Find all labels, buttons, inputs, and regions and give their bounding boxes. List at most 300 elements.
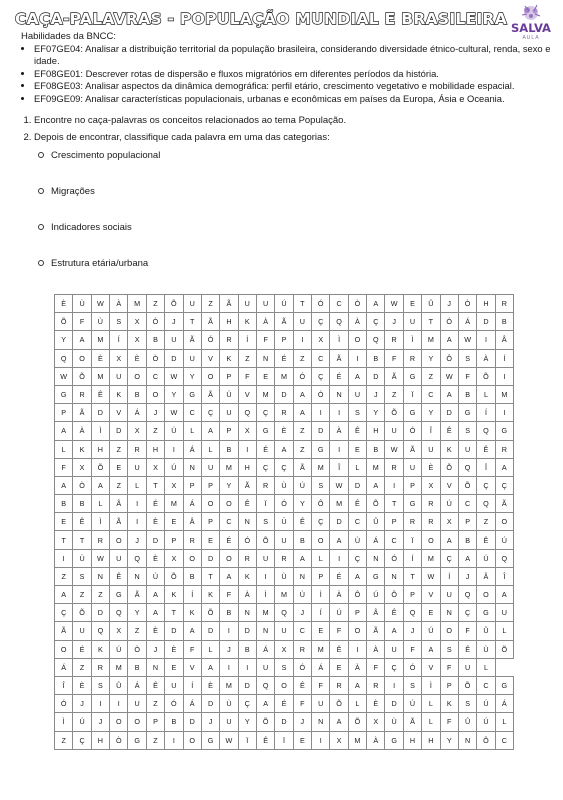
grid-cell: Ê <box>440 422 458 440</box>
grid-cell: Ó <box>312 385 330 403</box>
grid-cell: J <box>201 713 219 731</box>
grid-cell: I <box>348 640 366 658</box>
grid-cell: Õ <box>201 604 219 622</box>
grid-cell: X <box>128 331 146 349</box>
grid-cell: Ù <box>385 713 403 731</box>
grid-cell: G <box>256 422 274 440</box>
grid-row <box>55 495 514 513</box>
grid-cell: O <box>440 622 458 640</box>
grid-cell: É <box>256 440 274 458</box>
grid-cell: I <box>91 695 109 713</box>
grid-cell: Ú <box>220 385 238 403</box>
grid-cell: Ó <box>165 695 183 713</box>
grid-cell: Z <box>146 695 164 713</box>
grid-cell: Ç <box>73 731 91 750</box>
grid-cell: B <box>458 385 476 403</box>
grid-cell: R <box>128 440 146 458</box>
grid-cell: A <box>146 604 164 622</box>
grid-cell: È <box>201 676 219 694</box>
grid-cell: Ò <box>110 731 128 750</box>
grid-cell: F <box>238 367 256 385</box>
grid-row <box>55 676 514 694</box>
grid-cell: S <box>348 404 366 422</box>
grid-cell: U <box>110 367 128 385</box>
grid-cell: H <box>91 440 109 458</box>
grid-cell: I <box>165 440 183 458</box>
grid-cell: K <box>238 567 256 585</box>
grid-cell: D <box>201 549 219 567</box>
grid-cell: R <box>91 658 109 676</box>
grid-cell: B <box>128 385 146 403</box>
grid-cell: Í <box>183 676 201 694</box>
grid-cell: L <box>422 713 440 731</box>
grid-cell: É <box>275 695 293 713</box>
grid-cell: Z <box>73 658 91 676</box>
grid-cell: I <box>495 367 513 385</box>
grid-cell: Y <box>183 367 201 385</box>
grid-cell: É <box>220 531 238 549</box>
grid-cell: B <box>458 531 476 549</box>
grid-cell: R <box>91 531 109 549</box>
grid-cell: Y <box>422 349 440 367</box>
grid-cell: À <box>348 658 366 676</box>
grid-cell: M <box>110 658 128 676</box>
grid-cell: A <box>146 586 164 604</box>
grid-cell: O <box>183 549 201 567</box>
grid-cell: Õ <box>55 313 73 331</box>
grid-cell: Z <box>55 567 73 585</box>
grid-cell: Ù <box>220 695 238 713</box>
grid-cell: Ú <box>293 476 311 494</box>
grid-cell: T <box>201 567 219 585</box>
grid-cell: Ü <box>275 513 293 531</box>
grid-cell: Õ <box>73 604 91 622</box>
grid-cell: Ù <box>275 567 293 585</box>
grid-cell: Ç <box>256 404 274 422</box>
grid-cell: B <box>55 495 73 513</box>
grid-cell: Î <box>422 422 440 440</box>
logo-text: SALVA <box>511 21 551 35</box>
grid-cell: F <box>440 658 458 676</box>
grid-cell: U <box>440 586 458 604</box>
grid-cell: G <box>403 404 421 422</box>
grid-cell: A <box>55 476 73 494</box>
grid-row <box>55 440 514 458</box>
grid-cell: D <box>165 349 183 367</box>
grid-cell: I <box>220 658 238 676</box>
grid-cell: Ú <box>477 713 495 731</box>
grid-cell: D <box>201 622 219 640</box>
skill-item: • EF08GE01: Descrever rotas de dispersão e fluxos migratórios em diferentes períodos da história. <box>34 68 554 80</box>
grid-cell: À <box>348 313 366 331</box>
grid-cell: R <box>330 676 348 694</box>
grid-row <box>55 731 514 750</box>
grid-cell: R <box>238 549 256 567</box>
grid-cell: J <box>293 713 311 731</box>
grid-cell: Ã <box>275 313 293 331</box>
grid-cell: L <box>477 658 495 676</box>
grid-cell: Ã <box>495 495 513 513</box>
grid-cell: J <box>440 295 458 313</box>
grid-cell: J <box>403 622 421 640</box>
grid-cell: M <box>312 640 330 658</box>
grid-cell: F <box>403 640 421 658</box>
grid-cell: L <box>348 695 366 713</box>
grid-cell: D <box>238 676 256 694</box>
grid-cell: Í <box>183 586 201 604</box>
grid-cell: Ç <box>367 313 385 331</box>
grid-cell: Z <box>293 349 311 367</box>
grid-cell: L <box>201 440 219 458</box>
grid-cell: I <box>256 567 274 585</box>
grid-cell: Ó <box>293 367 311 385</box>
grid-cell: Ã <box>293 458 311 476</box>
grid-cell: Q <box>458 458 476 476</box>
grid-cell: Z <box>477 513 495 531</box>
grid-cell: Ì <box>330 331 348 349</box>
grid-cell: M <box>91 367 109 385</box>
grid-cell: Ã <box>367 622 385 640</box>
grid-cell: C <box>220 513 238 531</box>
grid-cell: M <box>275 586 293 604</box>
grid-row <box>55 567 514 585</box>
grid-cell: Ü <box>73 549 91 567</box>
grid-cell: Ê <box>348 495 366 513</box>
grid-cell: Á <box>495 695 513 713</box>
grid-row <box>55 604 514 622</box>
grid-cell: Õ <box>367 495 385 513</box>
grid-cell: U <box>238 295 256 313</box>
grid-cell: H <box>403 731 421 750</box>
grid-cell: Ì <box>403 331 421 349</box>
grid-cell: Y <box>55 331 73 349</box>
skill-item: • EF09GE09: Analisar características populacionais, urbanas e econômicas em países da Europa, Ásia e Oceania. <box>34 93 554 105</box>
grid-cell: Ò <box>146 349 164 367</box>
grid-cell: A <box>256 695 274 713</box>
grid-cell: T <box>385 495 403 513</box>
grid-cell: X <box>110 349 128 367</box>
grid-cell: Ú <box>110 640 128 658</box>
grid-cell: Q <box>275 604 293 622</box>
grid-cell: G <box>110 586 128 604</box>
grid-cell: D <box>348 476 366 494</box>
salva-aula-logo <box>503 2 559 44</box>
grid-cell: Z <box>146 295 164 313</box>
grid-row <box>55 385 514 403</box>
grid-cell: A <box>330 713 348 731</box>
grid-cell: N <box>256 349 274 367</box>
grid-cell: Z <box>128 622 146 640</box>
grid-cell: Y <box>440 731 458 750</box>
grid-cell: X <box>128 422 146 440</box>
grid-cell: Ì <box>422 676 440 694</box>
grid-cell: Á <box>128 676 146 694</box>
grid-cell: P <box>312 567 330 585</box>
grid-cell: A <box>275 440 293 458</box>
grid-cell: U <box>220 404 238 422</box>
grid-cell: Û <box>458 713 476 731</box>
grid-cell: X <box>146 458 164 476</box>
grid-cell: Z <box>110 440 128 458</box>
grid-cell: S <box>312 476 330 494</box>
grid-cell: W <box>91 549 109 567</box>
grid-cell: B <box>220 440 238 458</box>
grid-cell: F <box>458 622 476 640</box>
grid-cell: M <box>330 495 348 513</box>
category-item <box>38 258 148 269</box>
grid-cell: A <box>293 549 311 567</box>
grid-cell: Ò <box>348 295 366 313</box>
grid-cell: U <box>495 604 513 622</box>
grid-cell: Ó <box>55 695 73 713</box>
grid-cell: P <box>55 404 73 422</box>
bullet-icon <box>38 188 44 194</box>
grid-cell: È <box>146 549 164 567</box>
grid-cell: Ï <box>256 495 274 513</box>
grid-cell: P <box>146 713 164 731</box>
grid-cell: D <box>367 367 385 385</box>
grid-row <box>55 458 514 476</box>
grid-cell: U <box>256 658 274 676</box>
grid-cell: C <box>293 622 311 640</box>
grid-cell: Â <box>110 495 128 513</box>
grid-cell: J <box>293 604 311 622</box>
grid-cell: Ã <box>55 622 73 640</box>
grid-cell: C <box>495 731 513 750</box>
worksheet-title: CAÇA-PALAVRAS - POPULAÇÃO MUNDIAL E BRASILEIRA <box>15 10 508 28</box>
grid-cell: I <box>220 622 238 640</box>
grid-cell: O <box>201 367 219 385</box>
grid-cell: M <box>422 331 440 349</box>
grid-cell: D <box>312 422 330 440</box>
word-search-table <box>54 294 514 750</box>
grid-cell: Ú <box>330 604 348 622</box>
grid-cell: Ê <box>348 422 366 440</box>
grid-cell: M <box>256 604 274 622</box>
grid-cell: Í <box>440 567 458 585</box>
grid-cell: Ç <box>201 404 219 422</box>
grid-cell: Õ <box>477 367 495 385</box>
grid-cell: O <box>201 495 219 513</box>
grid-cell: W <box>220 731 238 750</box>
grid-cell: X <box>110 622 128 640</box>
grid-cell: E <box>312 622 330 640</box>
grid-cell: S <box>73 567 91 585</box>
grid-cell: Ã <box>385 367 403 385</box>
grid-cell: J <box>385 313 403 331</box>
grid-cell: È <box>146 513 164 531</box>
grid-cell: Z <box>110 476 128 494</box>
grid-cell: U <box>256 295 274 313</box>
grid-cell: Õ <box>73 367 91 385</box>
grid-cell: K <box>440 695 458 713</box>
grid-cell: A <box>348 567 366 585</box>
grid-cell: G <box>367 567 385 585</box>
grid-cell: Ê <box>238 495 256 513</box>
grid-cell: O <box>73 349 91 367</box>
skill-item: • EF08GE03: Analisar aspectos da dinâmica demográfica: perfil etário, crescimento vegetativo e mobilidade espacial. <box>34 80 554 92</box>
grid-cell: P <box>183 476 201 494</box>
grid-cell: S <box>458 695 476 713</box>
grid-cell: Y <box>367 404 385 422</box>
category-label: Crescimento populacional <box>51 150 161 161</box>
grid-cell: U <box>458 440 476 458</box>
grid-cell: Á <box>367 531 385 549</box>
grid-cell: Í <box>312 604 330 622</box>
grid-cell: É <box>330 567 348 585</box>
grid-cell: D <box>91 404 109 422</box>
grid-cell: È <box>422 458 440 476</box>
grid-cell: M <box>256 385 274 403</box>
grid-cell: W <box>165 367 183 385</box>
grid-cell: Õ <box>440 458 458 476</box>
instructions-list <box>22 115 534 149</box>
grid-cell: B <box>293 531 311 549</box>
grid-row <box>55 640 514 658</box>
grid-cell: U <box>128 695 146 713</box>
grid-cell: J <box>146 640 164 658</box>
grid-cell: Á <box>183 440 201 458</box>
grid-cell: Â <box>477 567 495 585</box>
grid-cell: O <box>146 385 164 403</box>
grid-cell: R <box>495 295 513 313</box>
grid-cell: D <box>110 422 128 440</box>
grid-cell: U <box>385 422 403 440</box>
grid-cell: I <box>385 676 403 694</box>
grid-cell: Q <box>458 586 476 604</box>
grid-cell: E <box>165 513 183 531</box>
grid-cell: Ô <box>312 495 330 513</box>
grid-cell: I <box>128 513 146 531</box>
grid-cell: Ú <box>495 531 513 549</box>
grid-cell: Ç <box>238 695 256 713</box>
grid-cell: Ó <box>146 313 164 331</box>
grid-cell: A <box>422 640 440 658</box>
grid-cell: I <box>495 404 513 422</box>
grid-cell: Ì <box>312 586 330 604</box>
grid-cell: Q <box>477 495 495 513</box>
grid-cell: E <box>201 531 219 549</box>
grid-row <box>55 295 514 313</box>
grid-cell: G <box>458 404 476 422</box>
grid-cell: P <box>403 586 421 604</box>
grid-cell: K <box>165 586 183 604</box>
grid-cell: Ê <box>293 513 311 531</box>
grid-cell: L <box>312 549 330 567</box>
grid-cell: P <box>458 513 476 531</box>
grid-cell: P <box>201 513 219 531</box>
grid-cell: X <box>367 713 385 731</box>
grid-cell: F <box>385 349 403 367</box>
grid-cell: Z <box>385 385 403 403</box>
grid-row <box>55 313 514 331</box>
grid-cell: X <box>128 313 146 331</box>
grid-cell: F <box>256 331 274 349</box>
grid-cell: O <box>422 531 440 549</box>
grid-cell: Î <box>495 567 513 585</box>
grid-cell: M <box>220 676 238 694</box>
grid-cell: Õ <box>330 695 348 713</box>
grid-cell: I <box>312 731 330 750</box>
grid-cell: Ì <box>256 586 274 604</box>
grid-cell: Ç <box>477 476 495 494</box>
grid-cell: Ò <box>458 295 476 313</box>
grid-cell: C <box>183 404 201 422</box>
grid-cell: B <box>238 640 256 658</box>
grid-cell: C <box>385 531 403 549</box>
grid-cell: I <box>330 404 348 422</box>
grid-cell: Í <box>238 331 256 349</box>
grid-cell: A <box>330 531 348 549</box>
grid-cell: Ì <box>91 513 109 531</box>
grid-cell: Y <box>293 495 311 513</box>
grid-cell: Ï <box>238 731 256 750</box>
grid-cell: V <box>110 404 128 422</box>
grid-cell: J <box>367 385 385 403</box>
grid-row <box>55 586 514 604</box>
grid-cell: P <box>220 367 238 385</box>
grid-cell: Ê <box>146 676 164 694</box>
grid-cell: F <box>55 458 73 476</box>
grid-cell: Ó <box>201 331 219 349</box>
grid-cell: U <box>183 295 201 313</box>
grid-cell: Ê <box>385 604 403 622</box>
grid-cell: B <box>73 495 91 513</box>
grid-cell: Á <box>183 495 201 513</box>
grid-cell: I <box>165 731 183 750</box>
grid-cell: M <box>422 549 440 567</box>
grid-cell: Ú <box>477 549 495 567</box>
grid-cell: U <box>385 640 403 658</box>
grid-cell: A <box>495 586 513 604</box>
grid-cell: D <box>201 695 219 713</box>
grid-cell: Ó <box>238 531 256 549</box>
skill-item: • EF07GE04: Analisar a distribuição territorial da população brasileira, considerando diversidade étnico-cultural, renda, sexo e idade. <box>34 43 554 68</box>
grid-cell: O <box>55 640 73 658</box>
grid-cell: B <box>165 713 183 731</box>
grid-cell: J <box>128 531 146 549</box>
grid-cell: H <box>146 440 164 458</box>
grid-cell: K <box>91 640 109 658</box>
grid-cell: R <box>275 404 293 422</box>
grid-cell: Î <box>477 458 495 476</box>
grid-cell: S <box>256 513 274 531</box>
grid-cell: B <box>146 331 164 349</box>
grid-cell: W <box>330 476 348 494</box>
grid-cell: R <box>385 331 403 349</box>
grid-cell: À <box>477 349 495 367</box>
grid-cell: U <box>403 458 421 476</box>
grid-cell: Õ <box>348 713 366 731</box>
grid-cell: Ç <box>385 658 403 676</box>
grid-cell: Q <box>495 549 513 567</box>
category-item <box>38 186 95 197</box>
instruction-step: 2. Depois de encontrar, classifique cada palavra em uma das categorias: <box>34 132 534 144</box>
grid-cell: C <box>422 385 440 403</box>
grid-cell: A <box>201 658 219 676</box>
grid-cell: U <box>256 549 274 567</box>
grid-cell: Q <box>55 349 73 367</box>
grid-cell: O <box>275 676 293 694</box>
grid-cell: E <box>422 604 440 622</box>
grid-cell: Û <box>477 622 495 640</box>
grid-cell: D <box>440 404 458 422</box>
grid-cell: M <box>275 367 293 385</box>
grid-cell: A <box>495 458 513 476</box>
grid-cell: Ô <box>440 349 458 367</box>
grid-cell: D <box>165 622 183 640</box>
grid-cell: N <box>330 385 348 403</box>
